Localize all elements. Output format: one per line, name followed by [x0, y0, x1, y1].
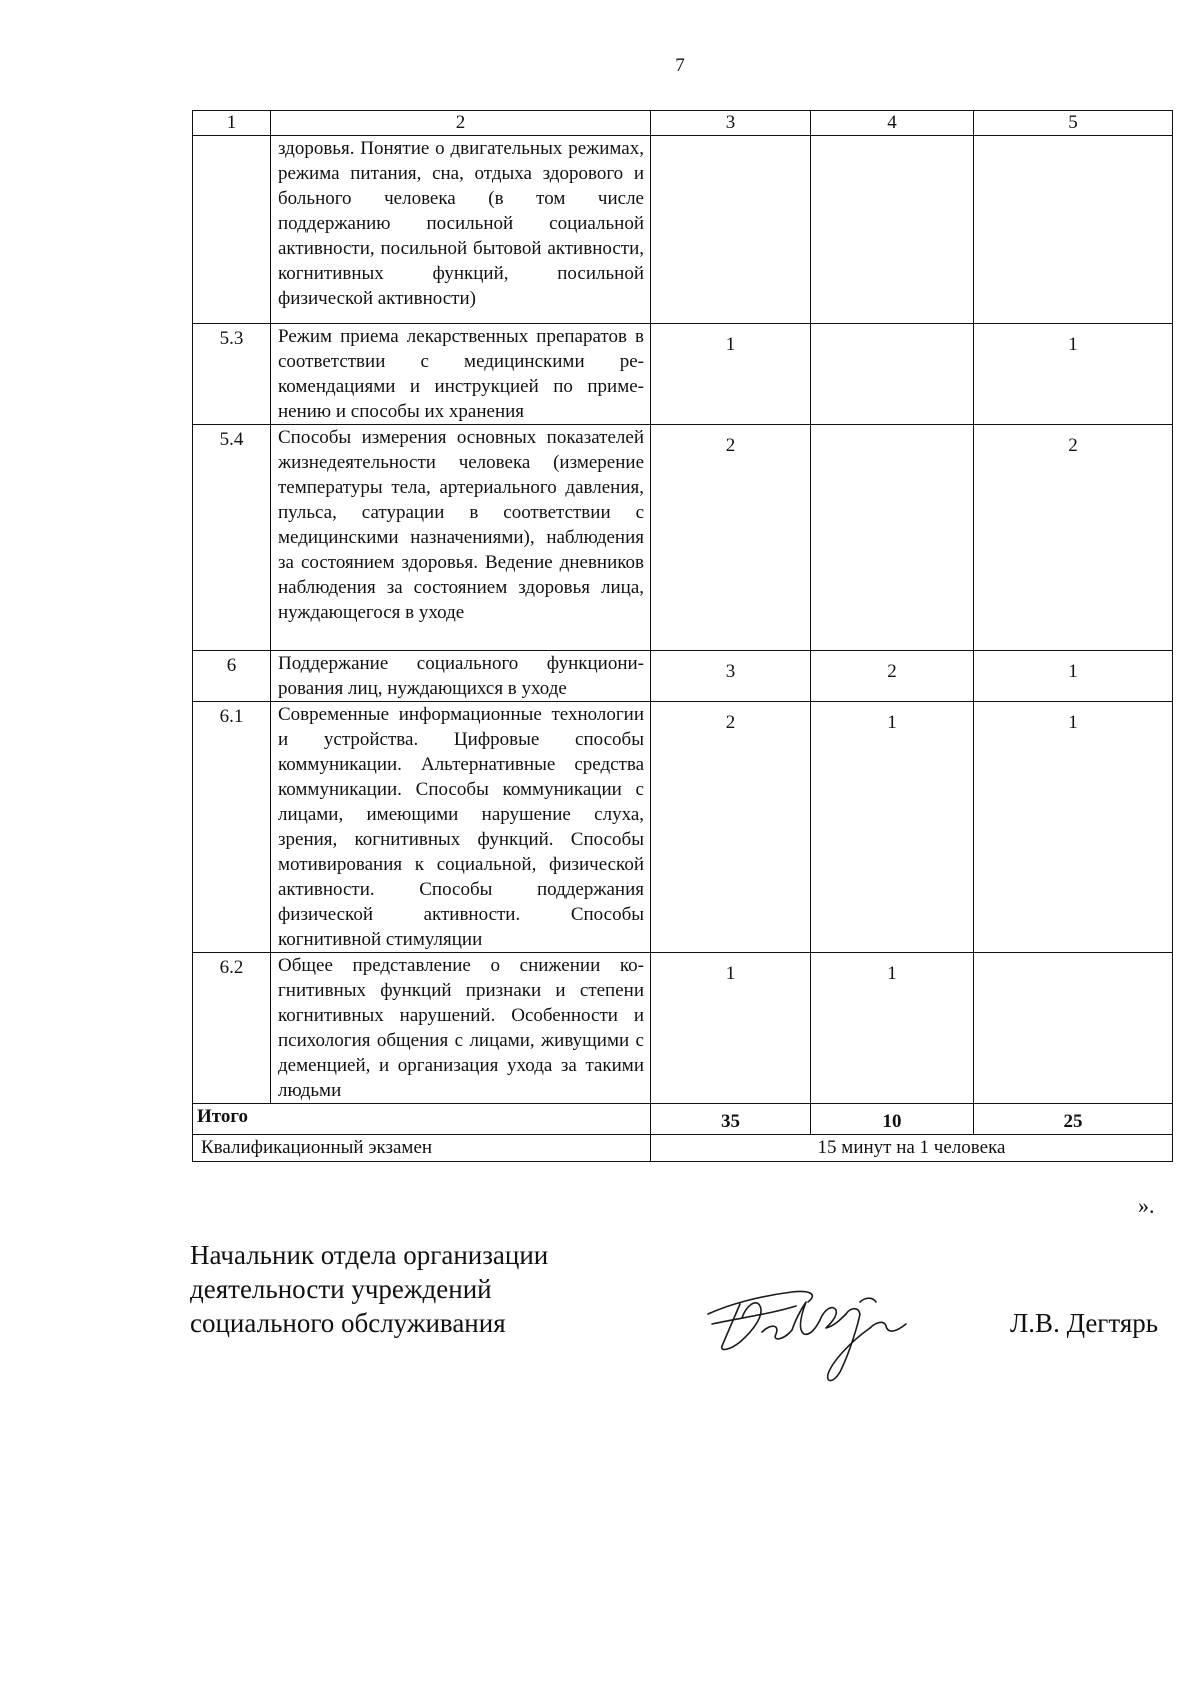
exam-duration: 15 минут на 1 человека	[651, 1135, 1173, 1162]
curriculum-table	[192, 110, 1173, 1162]
row-value-col5: 1	[974, 702, 1173, 953]
row-number: 6.1	[193, 702, 271, 953]
row-value-col3	[651, 136, 811, 324]
row-value-col3: 3	[651, 651, 811, 702]
row-description: Поддержание социального функционирования лиц, нуждающихся в уходе	[271, 651, 651, 702]
header-cell: 4	[811, 111, 974, 136]
row-value-col3: 1	[651, 953, 811, 1104]
row-value-col5: 1	[974, 324, 1173, 425]
row-value-col3: 2	[651, 702, 811, 953]
row-number: 5.4	[193, 425, 271, 651]
row-description: Способы измерения основных показателей жизнедеятельности человека (измерение температуры тела, артериального давления, пульса, сатурации в соответствии с медицинскими назначениями), наблюдения за состоянием здоровья. Ведение дневников наблюдения за состоянием здоровья лица, нуждающегося в уходе	[271, 425, 651, 651]
row-value-col5	[974, 136, 1173, 324]
position-line: Начальник отдела организации	[190, 1240, 549, 1270]
position-line: социального обслуживания	[190, 1308, 506, 1338]
table-row	[193, 953, 1173, 1104]
row-description: Общее представление о снижении когнитивных функций признаки и степени когнитивных нарушений. Особенности и психология общения с лицами, живущими с деменцией, и организация ухода за такими людьми	[271, 953, 651, 1104]
row-value-col3: 1	[651, 324, 811, 425]
row-description: здоровья. Понятие о двигательных режимах, режима питания, сна, отдыха здорового и больного человека (в том числе поддержанию посильной социальной активности, посильной бытовой активности, когнитивных функций, посильной физической активности)	[271, 136, 651, 324]
closing-quote-mark: ».	[1138, 1193, 1155, 1218]
header-cell: 1	[193, 111, 271, 136]
position-line: деятельности учреждений	[190, 1274, 492, 1304]
total-label: Итого	[193, 1104, 651, 1135]
handwritten-signature	[700, 1262, 930, 1392]
row-value-col4: 1	[811, 953, 974, 1104]
row-value-col4	[811, 324, 974, 425]
signatory-name: Л.В. Дегтярь	[1010, 1308, 1159, 1338]
row-number: 5.3	[193, 324, 271, 425]
total-col4: 10	[811, 1104, 974, 1135]
row-value-col4	[811, 425, 974, 651]
header-cell: 5	[974, 111, 1173, 136]
row-value-col3: 2	[651, 425, 811, 651]
row-number: 6	[193, 651, 271, 702]
table-row	[193, 136, 1173, 324]
row-value-col4	[811, 136, 974, 324]
table-row	[193, 324, 1173, 425]
row-description: Современные информационные технологии и устройства. Цифровые способы коммуникации. Альтернативные средства коммуникации. Способы коммуникации с лицами, имеющими нарушение слуха, зрения, когнитивных функций. Способы мотивирования к социальной, физической активности. Способы поддержания физической активности. Способы когнитивной стимуляции	[271, 702, 651, 953]
row-value-col5: 1	[974, 651, 1173, 702]
table-header-row	[193, 111, 1173, 136]
table-row	[193, 702, 1173, 953]
table-row	[193, 425, 1173, 651]
total-col5: 25	[974, 1104, 1173, 1135]
signatory-position	[190, 1238, 548, 1340]
page-number: 7	[675, 55, 685, 76]
row-value-col5	[974, 953, 1173, 1104]
total-row	[193, 1104, 1173, 1135]
row-value-col4: 2	[811, 651, 974, 702]
exam-row	[193, 1135, 1173, 1162]
row-value-col5: 2	[974, 425, 1173, 651]
exam-label: Квалификационный экзамен	[193, 1135, 651, 1162]
table-row	[193, 651, 1173, 702]
total-col3: 35	[651, 1104, 811, 1135]
header-cell: 3	[651, 111, 811, 136]
row-number	[193, 136, 271, 324]
row-number: 6.2	[193, 953, 271, 1104]
header-cell: 2	[271, 111, 651, 136]
row-description: Режим приема лекарственных препаратов в соответствии с медицинскими рекомендациями и инструкцией по применению и способы их хранения	[271, 324, 651, 425]
row-value-col4: 1	[811, 702, 974, 953]
